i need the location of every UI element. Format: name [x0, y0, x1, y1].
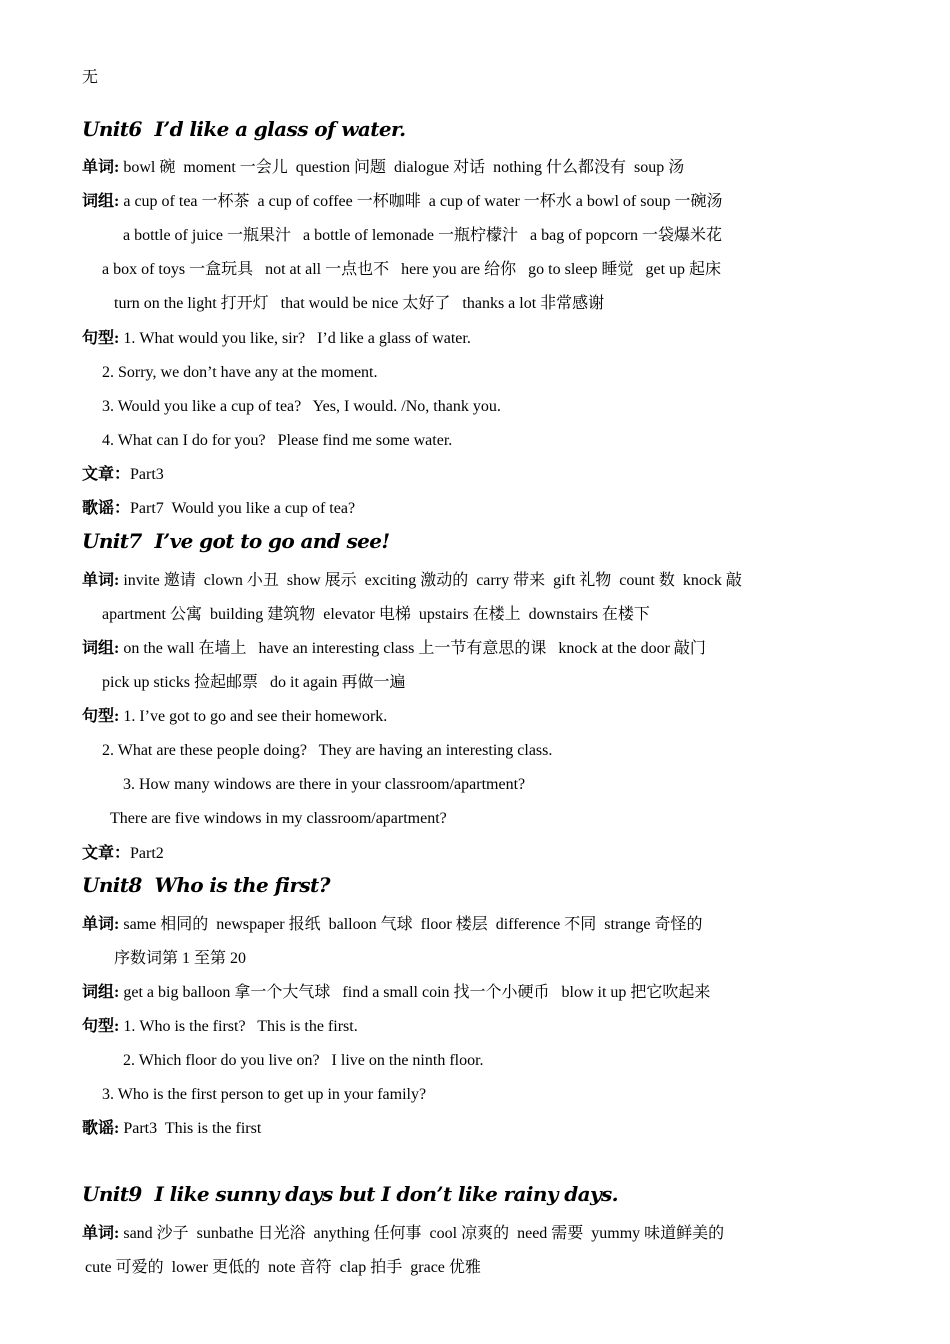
label-vocabulary: 单词: — [82, 572, 120, 589]
unit6-phrases-cont: a bottle of juice 一瓶果汁 a bottle of lemonade 一瓶柠檬汁 a bag of popcorn 一袋爆米花 — [123, 227, 722, 244]
unit6-title: Unit6 I’d like a glass of water. — [82, 117, 406, 141]
unit7-sentence: There are five windows in my classroom/apartment? — [110, 810, 447, 827]
label-article: 文章： — [82, 466, 131, 483]
label-vocabulary: 单词: — [82, 916, 120, 933]
unit9-vocabulary-cont: cute 可爱的 lower 更低的 note 音符 clap 拍手 grace 优雅 — [85, 1259, 481, 1276]
unit7-sentence: 3. How many windows are there in your classroom/apartment? — [123, 776, 526, 793]
unit6-phrases-cont: turn on the light 打开灯 that would be nice 太好了 thanks a lot 非常感谢 — [114, 295, 605, 312]
unit8-sentences — [82, 1017, 358, 1037]
line-text: a cup of tea 一杯茶 a cup of coffee 一杯咖啡 a cup of water 一杯水 a bowl of soup 一碗汤 — [119, 193, 723, 210]
label-phrases: 词组: — [82, 984, 120, 1001]
unit9-title: Unit9 I like sunny days but I don’t like rainy days. — [82, 1182, 618, 1206]
unit6-sentence: 3. Would you like a cup of tea? Yes, I would. /No, thank you. — [102, 398, 501, 415]
unit8-sentence: 2. Which floor do you live on? I live on the ninth floor. — [123, 1052, 484, 1069]
unit8-vocabulary-cont: 序数词第 1 至第 20 — [114, 950, 247, 967]
unit8-title: Unit8 Who is the first? — [82, 873, 330, 897]
unit8-phrases — [82, 983, 710, 1003]
unit7-phrases — [82, 639, 706, 659]
unit6-phrases-cont: a box of toys 一盒玩具 not at all 一点也不 here you are 给你 go to sleep 睡觉 get up 起床 — [102, 261, 722, 278]
unit8-sentence: 3. Who is the first person to get up in your family? — [102, 1086, 427, 1103]
line-text: 1. I’ve got to go and see their homework. — [119, 708, 388, 725]
unit7-sentence: 2. What are these people doing? They are having an interesting class. — [102, 742, 553, 759]
label-chant: 歌谣： — [82, 500, 131, 517]
line-text: Part3 — [130, 466, 164, 483]
unit7-title: Unit7 I’ve got to go and see! — [82, 529, 390, 553]
unit6-vocabulary — [82, 158, 684, 178]
label-vocabulary: 单词: — [82, 159, 120, 176]
unit8-chant — [82, 1119, 261, 1139]
header-note: 无 — [82, 69, 99, 86]
unit6-sentence: 4. What can I do for you? Please find me some water. — [102, 432, 453, 449]
unit6-sentences — [82, 329, 471, 349]
label-phrases: 词组: — [82, 193, 120, 210]
line-text: 1. Who is the first? This is the first. — [119, 1018, 358, 1035]
line-text: get a big balloon 拿一个大气球 find a small coin 找一个小硬币 blow it up 把它吹起来 — [119, 984, 711, 1001]
label-chant: 歌谣: — [82, 1120, 120, 1137]
unit8-vocabulary — [82, 915, 702, 935]
unit6-article — [82, 465, 164, 485]
line-text: on the wall 在墙上 have an interesting class 上一节有意思的课 knock at the door 敲门 — [119, 640, 706, 657]
line-text: Part2 — [130, 845, 164, 862]
unit9-vocabulary — [82, 1224, 724, 1244]
unit7-article — [82, 844, 164, 864]
unit7-vocabulary-cont: apartment 公寓 building 建筑物 elevator 电梯 upstairs 在楼上 downstairs 在楼下 — [102, 606, 650, 623]
label-sentences: 句型: — [82, 330, 120, 347]
line-text: invite 邀请 clown 小丑 show 展示 exciting 激动的 carry 带来 gift 礼物 count 数 knock 敲 — [119, 572, 742, 589]
unit7-sentences — [82, 707, 387, 727]
label-vocabulary: 单词: — [82, 1225, 120, 1242]
unit6-chant — [82, 499, 355, 519]
label-sentences: 句型: — [82, 1018, 120, 1035]
label-article: 文章： — [82, 845, 131, 862]
label-phrases: 词组: — [82, 640, 120, 657]
unit6-phrases — [82, 192, 722, 212]
unit7-vocabulary — [82, 571, 742, 591]
unit6-sentence: 2. Sorry, we don’t have any at the moment. — [102, 364, 378, 381]
line-text: bowl 碗 moment 一会儿 question 问题 dialogue 对话 nothing 什么都没有 soup 汤 — [119, 159, 685, 176]
unit7-phrases-cont: pick up sticks 捡起邮票 do it again 再做一遍 — [102, 674, 406, 691]
line-text: Part7 Would you like a cup of tea? — [130, 500, 356, 517]
line-text: Part3 This is the first — [119, 1120, 262, 1137]
line-text: sand 沙子 sunbathe 日光浴 anything 任何事 cool 凉爽的 need 需要 yummy 味道鲜美的 — [119, 1225, 725, 1242]
line-text: same 相同的 newspaper 报纸 balloon 气球 floor 楼层 difference 不同 strange 奇怪的 — [119, 916, 703, 933]
line-text: 1. What would you like, sir? I’d like a glass of water. — [119, 330, 471, 347]
label-sentences: 句型: — [82, 708, 120, 725]
